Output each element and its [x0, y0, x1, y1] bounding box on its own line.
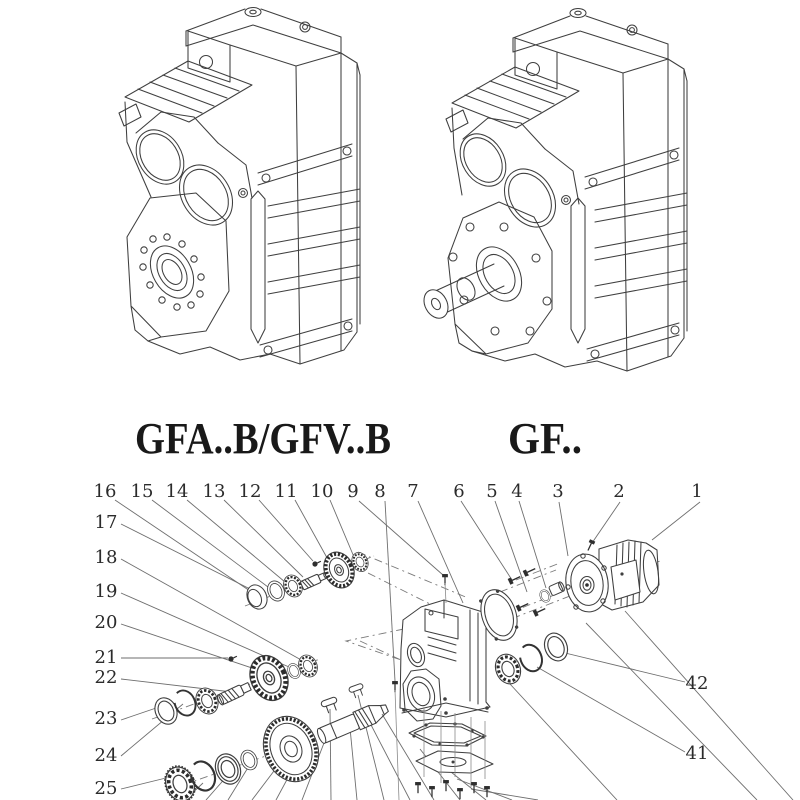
side-slab — [258, 53, 360, 364]
callout-24: 24 — [94, 745, 118, 766]
callout-41: 41 — [685, 743, 709, 764]
callout-16: 16 — [93, 481, 117, 502]
callout-21: 21 — [94, 647, 118, 668]
callout-14: 14 — [165, 481, 189, 502]
callout-6: 6 — [453, 481, 465, 502]
eye-plate — [188, 31, 296, 82]
callout-17: 17 — [94, 512, 118, 533]
callout-1: 1 — [691, 481, 703, 502]
callouts — [94, 481, 709, 799]
cooling-fins — [446, 67, 579, 195]
output-shaft — [419, 264, 504, 322]
eye-plate — [515, 38, 623, 89]
part-mid-ring — [151, 694, 181, 727]
part-mid-gear — [243, 650, 295, 707]
callout-9: 9 — [347, 481, 359, 502]
callout-5: 5 — [486, 481, 498, 502]
callout-15: 15 — [130, 481, 154, 502]
callout-12: 12 — [238, 481, 262, 502]
part-key-2 — [348, 683, 366, 699]
callout-13: 13 — [202, 481, 226, 502]
exploded-view — [94, 481, 793, 800]
reducer-right-drawing — [419, 9, 687, 372]
part-mid-bearing — [192, 685, 222, 718]
part-out-bearing — [491, 650, 525, 687]
side-column-slot — [562, 196, 586, 344]
part-motor-screw — [585, 539, 595, 552]
callout-22: 22 — [94, 667, 118, 688]
exploded-parts — [151, 539, 661, 800]
callout-11: 11 — [274, 481, 298, 502]
callout-19: 19 — [94, 581, 118, 602]
top-beam — [513, 9, 668, 60]
callout-23: 23 — [94, 708, 118, 729]
oil-plug-icon — [245, 8, 261, 17]
mounting-feet — [455, 324, 627, 371]
callout-25: 25 — [94, 778, 118, 799]
callout-42: 42 — [685, 673, 709, 694]
part-bottom-gasket — [409, 722, 486, 746]
part-output-gear — [254, 708, 328, 790]
part-housing — [400, 600, 490, 721]
side-slab — [585, 59, 687, 371]
callout-4: 4 — [511, 481, 523, 502]
model-label-left: GFA..B/GFV..B — [135, 414, 391, 463]
oil-plug-icon — [570, 9, 586, 18]
part-output-washer — [238, 748, 260, 773]
cooling-fins — [119, 61, 252, 197]
part-vent-bolt — [442, 574, 448, 603]
part-output-bearing-race — [211, 750, 245, 788]
part-out-ring — [540, 630, 571, 665]
part-mid-pinion-shaft — [216, 681, 252, 705]
part-set-screw-top — [312, 559, 322, 568]
callout-7: 7 — [407, 481, 419, 502]
part-motor — [562, 540, 661, 615]
output-bearing-boss — [127, 193, 229, 337]
side-column-slot — [239, 189, 266, 344]
model-label-right: GF.. — [508, 414, 582, 463]
callout-3: 3 — [552, 481, 564, 502]
top-beam — [186, 8, 341, 54]
gear-bores — [451, 118, 579, 236]
callout-8: 8 — [374, 481, 386, 502]
model-labels — [135, 414, 582, 463]
part-bottom-cover — [416, 751, 493, 773]
reducer-left-drawing — [119, 8, 360, 365]
gear-bores — [126, 112, 252, 235]
callout-10: 10 — [310, 481, 334, 502]
callout-2: 2 — [613, 481, 625, 502]
callout-20: 20 — [94, 612, 118, 633]
callout-18: 18 — [94, 547, 118, 568]
part-coupling-sleeve — [548, 581, 565, 596]
part-cover-bolts — [415, 780, 490, 799]
